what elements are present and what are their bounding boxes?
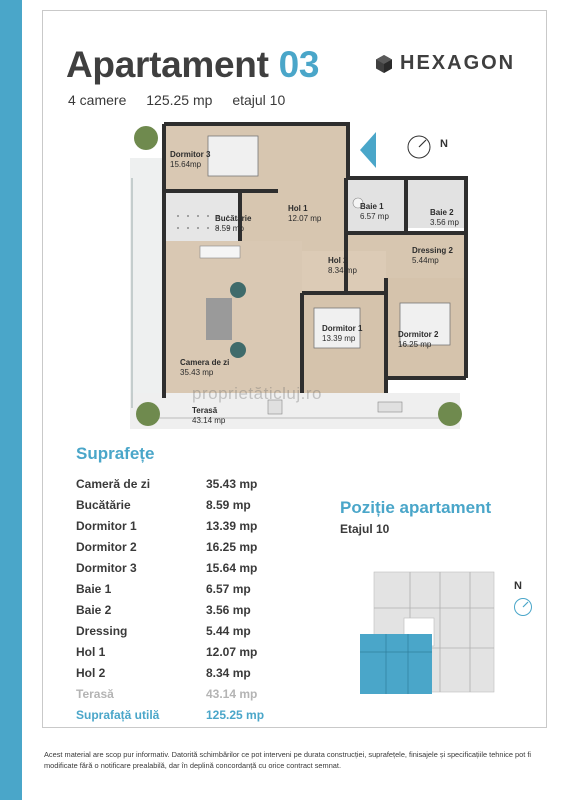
total-area: 125.25 mp: [146, 92, 213, 108]
room-label-hol-2: Hol 2 8.34 mp: [328, 256, 357, 275]
room-label-baie-1: Baie 1 6.57 mp: [360, 202, 389, 221]
room-label-hol-1: Hol 1 12.07 mp: [288, 204, 322, 223]
room-label-camera-de-zi: Camera de zi 35.43 mp: [180, 358, 230, 377]
surfaces-table: [76, 473, 286, 725]
building-position-map: [360, 568, 500, 696]
rooms-count: 4 camere: [68, 92, 127, 108]
room-label-baie-2: Baie 2 3.56 mp: [430, 208, 459, 227]
title-word: Apartament: [66, 44, 269, 85]
surface-row: Hol 2 8.34 mp: [76, 665, 251, 680]
surfaces-title: Suprafețe: [76, 444, 155, 463]
room-label-terasa: Terasă 43.14 mp: [192, 406, 226, 425]
room-label-bucatarie: Bucătărie 8.59 mp: [215, 214, 252, 233]
hexagon-icon: [374, 54, 394, 74]
surface-row: Dormitor 2 16.25 mp: [76, 539, 258, 554]
position-floor: Etajul 10: [340, 522, 390, 536]
surface-row-total: Suprafață utilă 125.25 mp: [76, 707, 265, 722]
surface-row-terrace: Terasă 43.14 mp: [76, 686, 258, 701]
surface-row: Bucătărie 8.59 mp: [76, 497, 251, 512]
surface-row: Dressing 5.44 mp: [76, 623, 251, 638]
page-title: [66, 44, 319, 86]
room-label-dormitor-2: Dormitor 2 16.25 mp: [398, 330, 439, 349]
room-label-dressing-2: Dressing 2 5.44mp: [412, 246, 453, 265]
compass-north-label: N: [440, 138, 448, 150]
floor-label: etajul 10: [232, 92, 286, 108]
brand-name: HEXAGON: [400, 52, 516, 74]
room-label-dormitor-3: Dormitor 3 15.64mp: [170, 150, 211, 169]
title-number: 03: [278, 44, 320, 85]
surface-row: Dormitor 1 13.39 mp: [76, 518, 258, 533]
surface-row: Dormitor 3 15.64 mp: [76, 560, 258, 575]
surface-row: Cameră de zi 35.43 mp: [76, 476, 258, 491]
surface-row: Baie 1 6.57 mp: [76, 581, 251, 596]
room-label-dormitor-1: Dormitor 1 13.39 mp: [322, 324, 363, 343]
watermark: proprietăticluj.ro: [192, 384, 322, 403]
position-compass-label: N: [514, 580, 522, 592]
brand-logo: [374, 52, 515, 75]
compass-icon: [406, 134, 432, 160]
position-compass-icon: [513, 597, 533, 617]
surface-row: Hol 1 12.07 mp: [76, 644, 258, 659]
apartment-summary: [68, 92, 301, 108]
surface-row: Baie 2 3.56 mp: [76, 602, 251, 617]
accent-side-bar: [0, 0, 22, 800]
position-title: Poziție apartament: [340, 498, 492, 517]
entrance-arrow-icon: [360, 132, 378, 168]
disclaimer: Acest material are scop pur informativ. Datorită schimbărilor ce pot interveni pe durata construcției, suprafețele, finisajele și specificațiile tehnice pot fi modificate fără o notificare prealabilă, dar în deplină concordanță cu orice contract semnat.: [44, 750, 532, 770]
